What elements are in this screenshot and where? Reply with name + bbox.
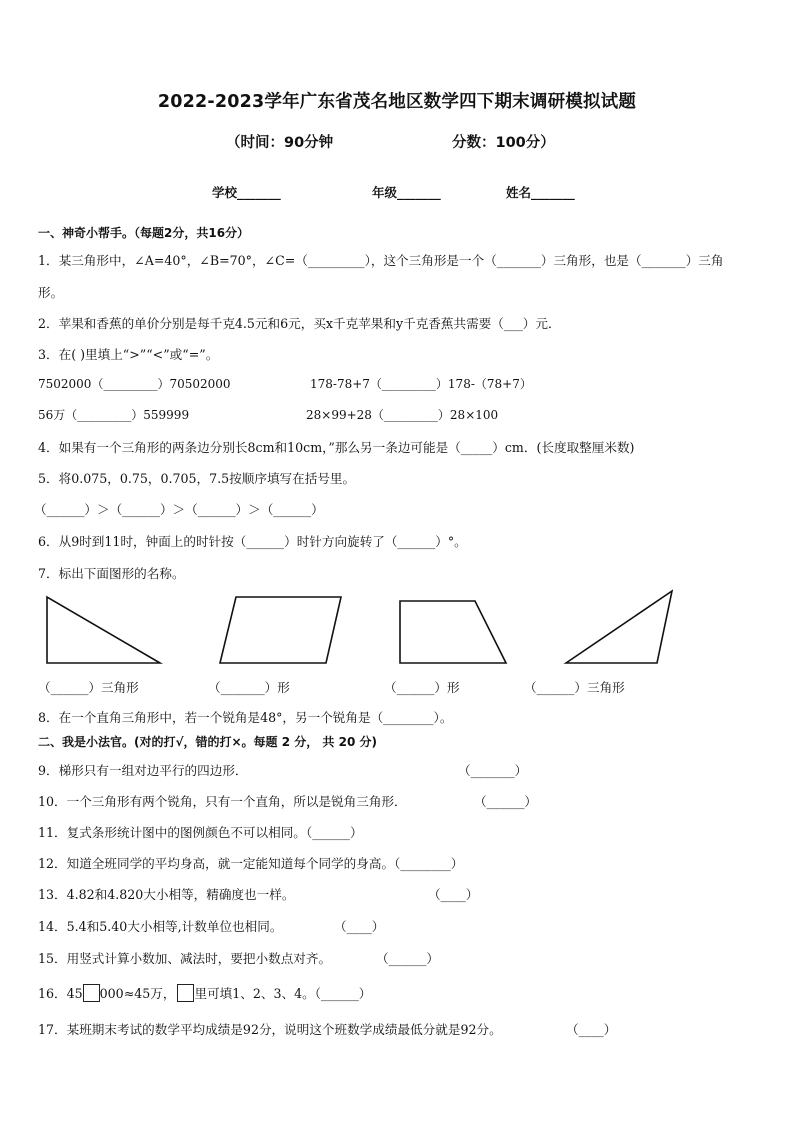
school-field: 学校_______ — [212, 185, 281, 200]
question-13-blank: （____） — [428, 887, 479, 902]
time-limit: （时间：90分钟 — [226, 135, 334, 151]
trapezoid-figure — [400, 601, 506, 663]
shape-label-3: （______）形 — [384, 680, 460, 695]
question-1-cont: 形。 — [38, 285, 64, 300]
answer-box[interactable] — [177, 984, 194, 1002]
shape-label-1: （______）三角形 — [38, 680, 139, 695]
question-16-part-3: 里可填1、2、3、4。（______） — [194, 986, 372, 1001]
question-3c: 56万（_________）559999 — [38, 408, 190, 422]
question-3a: 7502000（_________）70502000 — [38, 377, 231, 391]
question-16-part-1: 16．45 — [38, 986, 83, 1001]
question-14-blank: （____） — [334, 919, 385, 934]
section-1-heading: 一、神奇小帮手。（每题2分，共16分） — [38, 226, 250, 240]
question-1: 1．某三角形中，∠A=40°，∠B=70°，∠C=（_________），这个三角形是一个（_______）三角形，也是（_______）三角 — [38, 253, 724, 268]
question-2: 2．苹果和香蕉的单价分别是每千克4.5元和6元，买x千克苹果和y千克香蕉共需要（___）元． — [38, 316, 561, 331]
question-3d: 28×99+28（_________）28×100 — [306, 408, 499, 422]
shape-label-2: （_______）形 — [208, 680, 290, 695]
question-16-part-2: 000≈45万， — [99, 986, 176, 1001]
page-title: 2022-2023学年广东省茂名地区数学四下期末调研模拟试题 — [157, 92, 637, 112]
question-8: 8．在一个直角三角形中，若一个锐角是48°，另一个锐角是（________）。 — [38, 710, 453, 725]
question-15-blank: （______） — [376, 951, 439, 966]
question-17: 17．某班期末考试的数学平均成绩是92分，说明这个班数学成绩最低分就是92分。 — [38, 1022, 502, 1037]
question-7: 7．标出下面图形的名称。 — [38, 566, 185, 581]
question-16 — [38, 983, 371, 1002]
obtuse-triangle-figure — [566, 591, 672, 663]
question-5-blanks: （______）＞（______）＞（______）＞（______） — [34, 502, 324, 517]
section-2-heading: 二、我是小法官。(对的打√，错的打×。每题 2 分， 共 20 分) — [38, 735, 377, 749]
total-score: 分数：100分） — [452, 135, 555, 151]
question-4: 4．如果有一个三角形的两条边分别长8cm和10cm，”那么另一条边可能是（_____）cm．(长度取整厘米数) — [38, 440, 635, 455]
grade-field: 年级_______ — [372, 185, 441, 200]
answer-box[interactable] — [83, 984, 100, 1002]
question-13: 13．4.82和4.820大小相等，精确度也一样。 — [38, 887, 295, 902]
question-6: 6．从9时到11时，钟面上的时针按（______）时针方向旋转了（______）°。 — [38, 534, 467, 549]
question-3b: 178-78+7（_________）178-（78+7） — [310, 377, 532, 391]
shape-label-4: （______）三角形 — [524, 680, 625, 695]
right-triangle-figure — [47, 597, 160, 663]
question-10: 10．一个三角形有两个锐角，只有一个直角，所以是锐角三角形． — [38, 794, 407, 809]
question-3: 3．在( )里填上“>”“<”或“=”。 — [38, 347, 219, 362]
question-9-blank: （_______） — [458, 763, 528, 778]
name-field: 姓名_______ — [506, 185, 575, 200]
question-9: 9．梯形只有一组对边平行的四边形． — [38, 763, 248, 778]
question-10-blank: （______） — [474, 794, 537, 809]
question-11: 11．复式条形统计图中的图例颜色不可以相同。（______） — [38, 825, 363, 840]
question-15: 15．用竖式计算小数加、减法时，要把小数点对齐。 — [38, 951, 332, 966]
question-17-blank: （____） — [566, 1022, 617, 1037]
question-12: 12．知道全班同学的平均身高，就一定能知道每个同学的身高。（________） — [38, 856, 464, 871]
question-5: 5．将0.075，0.75，0.705，7.5按顺序填写在括号里。 — [38, 471, 356, 486]
question-14: 14．5.4和5.40大小相等,计数单位也相同。 — [38, 919, 283, 934]
parallelogram-figure — [220, 597, 341, 663]
